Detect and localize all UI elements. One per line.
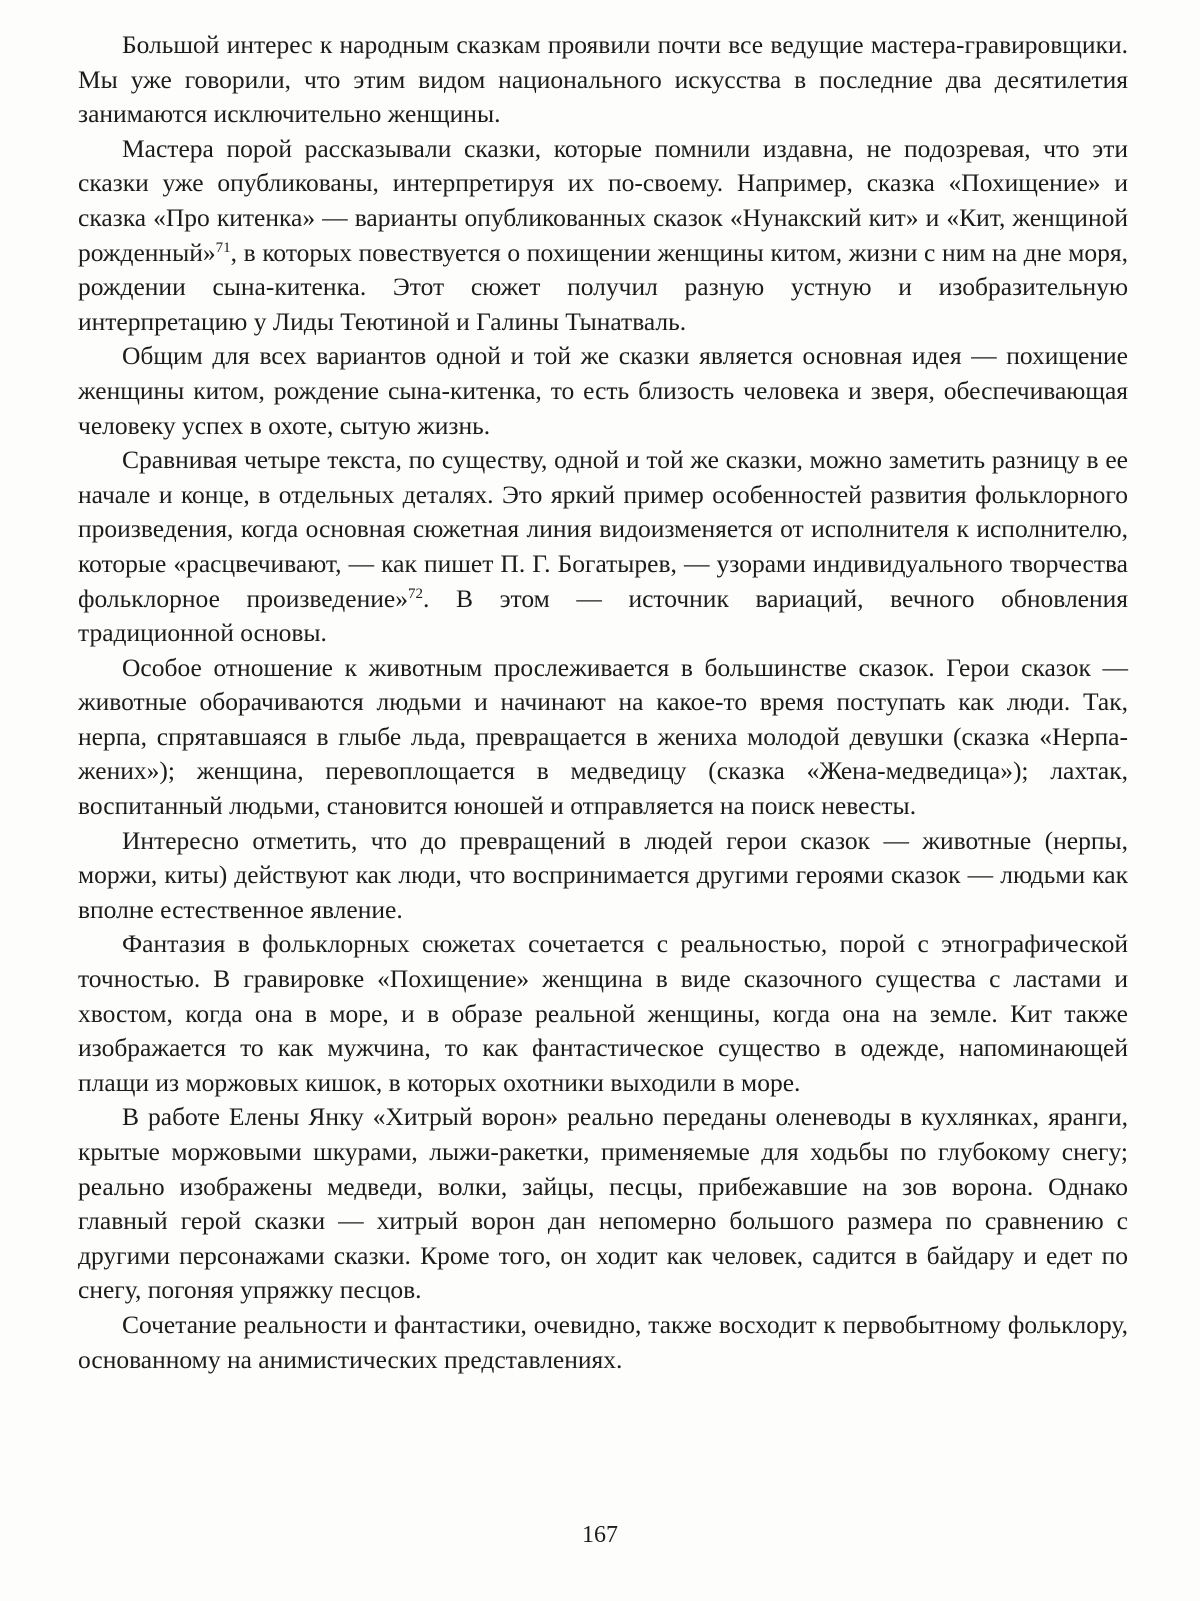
body-text (78, 28, 1128, 1377)
paragraph-text: Общим для всех вариантов одной и той же сказки является основная идея — похищение женщины китом, рождение сына-китенка, то есть близость человека и зверя, обеспечивающая человеку успех в охоте, сытую жизнь. (78, 341, 1128, 440)
footnote-ref-71: 71 (215, 239, 231, 256)
paragraph-text-after: . В этом — источник вариаций, вечного обновления традиционной основы. (78, 583, 1129, 648)
paragraph-text: Сочетание реальности и фантастики, очевидно, также восходит к первобытному фольклору, основанному на анимистических представлениях. (78, 1309, 1128, 1374)
paragraph-text: Мастера порой рассказывали сказки, которые помнили издавна, не подозревая, что эти сказки уже опубликованы, интерпретируя их по-своему. Например, сказка «Похищение» и сказка «Про китенка» — варианты опубликованных сказок «Нунакский кит» и «Кит, женщиной рожденный» (78, 133, 1128, 267)
paragraph-3 (78, 339, 1128, 443)
page-number: 167 (582, 1522, 618, 1548)
footnote-ref-72: 72 (407, 585, 423, 602)
paragraph-text: Большой интерес к народным сказкам проявили почти все ведущие мастера-гравировщики. Мы уже говорили, что этим видом национального искусства в последние два десятилетия занимаются исключительно женщины. (78, 30, 1128, 129)
paragraph-text: Сравнивая четыре текста, по существу, одной и той же сказки, можно заметить разницу в ее начале и конце, в отдельных деталях. Это яркий пример особенностей развития фольклорного произведения, когда основная сюжетная линия видоизменяется от исполнителя к исполнителю, которые «расцвечивают, — как пишет П. Г. Богатырев, — узорами индивидуального творчества фольклорное произведение» (78, 445, 1128, 613)
paragraph-text: В работе Елены Янку «Хитрый ворон» реально переданы оленеводы в кухлянках, яранги, крытые моржовыми шкурами, лыжи-ракетки, применяемые для ходьбы по глубокому снегу; реально изображены медведи, волки, зайцы, песцы, прибежавшие на зов ворона. Однако главный герой сказки — хитрый ворон дан непомерно большого размера по сравнению с другими персонажами сказки. Кроме того, он ходит как человек, садится в байдару и едет по снегу, погоняя упряжку песцов. (78, 1102, 1128, 1305)
paragraph-4 (78, 443, 1128, 651)
paragraph-6 (78, 824, 1128, 928)
paragraph-2 (78, 132, 1128, 340)
paragraph-9 (78, 1308, 1128, 1377)
paragraph-text: Интересно отметить, что до превращений в людей герои сказок — животные (нерпы, моржи, киты) действуют как люди, что воспринимается другими героями сказок — людьми как вполне естественное явление. (78, 825, 1128, 924)
paragraph-7 (78, 927, 1128, 1100)
paragraph-text: Фантазия в фольклорных сюжетах сочетается с реальностью, порой с этнографической точностью. В гравировке «Похищение» женщина в виде сказочного существа с ластами и хвостом, когда она в море, и в образе реальной женщины, когда она на земле. Кит также изображается то как мужчина, то как фантастическое существо в одежде, напоминающей плащи из моржовых кишок, в которых охотники выходили в море. (78, 929, 1128, 1097)
paragraph-8 (78, 1100, 1128, 1308)
paragraph-text: Особое отношение к животным прослеживается в большинстве сказок. Герои сказок — животные оборачиваются людьми и начинают на какое-то время поступать как люди. Так, нерпа, спрятавшаяся в глыбе льда, превращается в жениха молодой девушки (сказка «Нерпа-жених»); женщина, перевоплощается в медведицу (сказка «Жена-медведица»); лахтак, воспитанный людьми, становится юношей и отправляется на поиск невесты. (78, 652, 1128, 821)
paragraph-1 (78, 28, 1128, 132)
paragraph-text-after: , в которых повествуется о похищении женщины китом, жизни с ним на дне моря, рождении сына-китенка. Этот сюжет получил разную устную и изобразительную интерпретацию у Лиды Теютиной и Галины Тынатваль. (78, 237, 1128, 336)
paragraph-5 (78, 651, 1128, 824)
